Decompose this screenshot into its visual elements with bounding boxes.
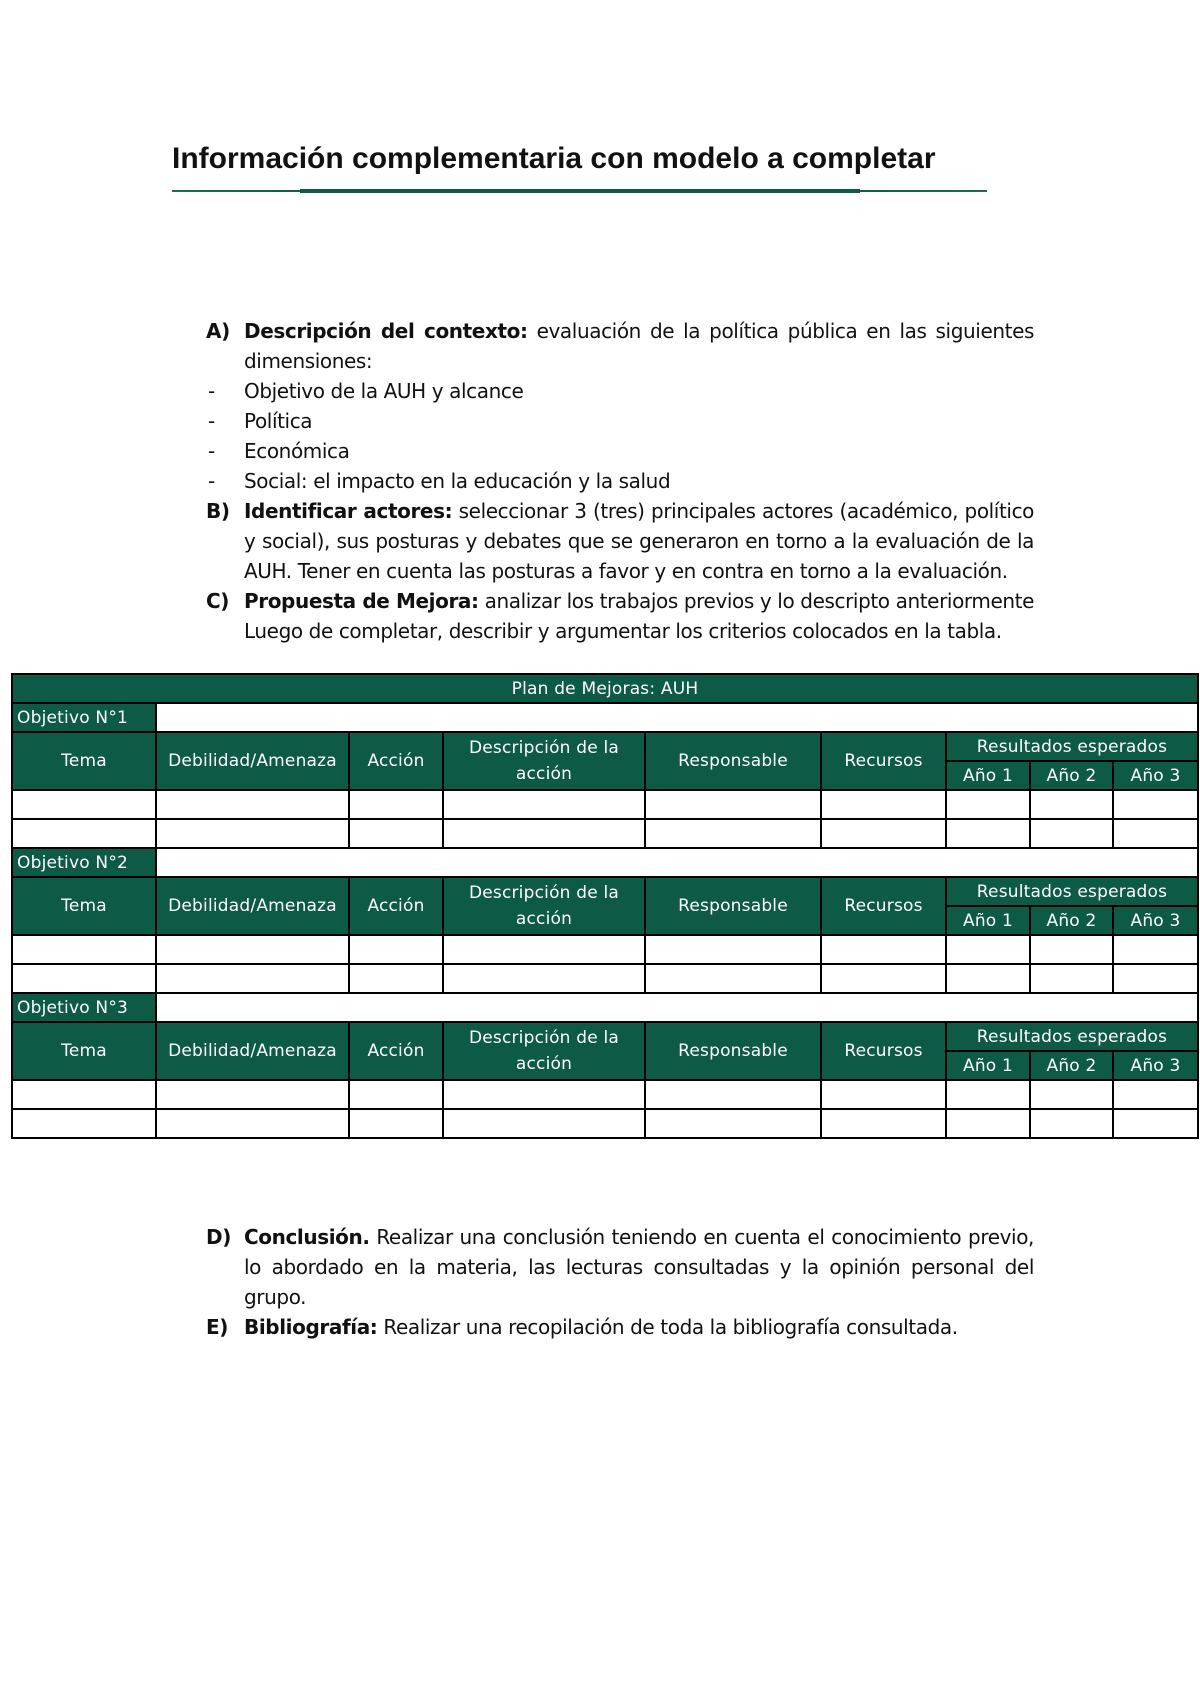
col-resultados: Resultados esperados bbox=[946, 877, 1198, 906]
section-a-heading: Descripción del contexto: bbox=[244, 319, 528, 343]
section-d bbox=[206, 1222, 1034, 1312]
col-anio-2: Año 2 bbox=[1030, 761, 1113, 790]
instructions-top bbox=[206, 316, 1034, 646]
bullet-item bbox=[206, 436, 1034, 466]
table-cell[interactable] bbox=[443, 1109, 645, 1138]
section-d-text: Realizar una conclusión teniendo en cuenta el conocimiento previo, lo abordado en la materia, las lecturas consultadas y la opinión personal del grupo. bbox=[244, 1225, 1034, 1309]
section-e-heading: Bibliografía: bbox=[244, 1315, 378, 1339]
objective-input[interactable] bbox=[156, 703, 1198, 732]
col-debilidad: Debilidad/Amenaza bbox=[156, 732, 349, 790]
col-responsable: Responsable bbox=[645, 732, 821, 790]
table-cell[interactable] bbox=[645, 1109, 821, 1138]
col-resultados: Resultados esperados bbox=[946, 732, 1198, 761]
table-cell[interactable] bbox=[443, 964, 645, 993]
table-cell[interactable] bbox=[349, 1109, 443, 1138]
table-cell[interactable] bbox=[156, 964, 349, 993]
table-cell[interactable] bbox=[1030, 819, 1113, 848]
bullet-text: Objetivo de la AUH y alcance bbox=[244, 379, 524, 403]
table-cell[interactable] bbox=[349, 964, 443, 993]
section-a bbox=[206, 316, 1034, 376]
table-cell[interactable] bbox=[156, 1109, 349, 1138]
table-cell[interactable] bbox=[946, 790, 1030, 819]
table-cell[interactable] bbox=[1030, 935, 1113, 964]
bullet-item bbox=[206, 466, 1034, 496]
table-cell[interactable] bbox=[946, 1080, 1030, 1109]
table-cell[interactable] bbox=[1030, 964, 1113, 993]
bullet-text: Social: el impacto en la educación y la salud bbox=[244, 469, 671, 493]
col-tema: Tema bbox=[12, 1022, 156, 1080]
col-debilidad: Debilidad/Amenaza bbox=[156, 1022, 349, 1080]
col-tema: Tema bbox=[12, 877, 156, 935]
table-cell[interactable] bbox=[1030, 790, 1113, 819]
section-a-marker: A) bbox=[206, 319, 230, 343]
table-cell[interactable] bbox=[821, 935, 946, 964]
table-row bbox=[12, 935, 1198, 964]
objective-label: Objetivo N°3 bbox=[12, 993, 156, 1022]
table-cell[interactable] bbox=[1113, 819, 1198, 848]
table-cell[interactable] bbox=[349, 1080, 443, 1109]
col-descripcion: Descripción de la acción bbox=[443, 1022, 645, 1080]
table-cell[interactable] bbox=[821, 1109, 946, 1138]
table-cell[interactable] bbox=[1113, 935, 1198, 964]
title-underline-accent bbox=[300, 189, 860, 193]
bullet-item bbox=[206, 406, 1034, 436]
col-descripcion: Descripción de la acción bbox=[443, 732, 645, 790]
col-anio-3: Año 3 bbox=[1113, 906, 1198, 935]
table-cell[interactable] bbox=[12, 964, 156, 993]
table-cell[interactable] bbox=[645, 790, 821, 819]
table-cell[interactable] bbox=[443, 819, 645, 848]
table-cell[interactable] bbox=[821, 819, 946, 848]
table-cell[interactable] bbox=[1030, 1109, 1113, 1138]
col-anio-3: Año 3 bbox=[1113, 761, 1198, 790]
col-accion: Acción bbox=[349, 877, 443, 935]
improvement-plan-table bbox=[11, 673, 1199, 1139]
table-cell[interactable] bbox=[156, 935, 349, 964]
bullet-item bbox=[206, 376, 1034, 406]
col-accion: Acción bbox=[349, 732, 443, 790]
table-cell[interactable] bbox=[946, 819, 1030, 848]
col-recursos: Recursos bbox=[821, 732, 946, 790]
col-anio-1: Año 1 bbox=[946, 906, 1030, 935]
section-e-text: Realizar una recopilación de toda la bibliografía consultada. bbox=[377, 1315, 958, 1339]
table-row bbox=[12, 819, 1198, 848]
objective-input[interactable] bbox=[156, 993, 1198, 1022]
section-d-heading: Conclusión. bbox=[244, 1225, 370, 1249]
section-b bbox=[206, 496, 1034, 586]
table-cell[interactable] bbox=[821, 1080, 946, 1109]
section-a-text: evaluación de la política pública en las siguientes dimensiones: bbox=[244, 319, 1034, 373]
table-cell[interactable] bbox=[645, 935, 821, 964]
table-cell[interactable] bbox=[156, 819, 349, 848]
table-cell[interactable] bbox=[645, 1080, 821, 1109]
table-cell[interactable] bbox=[12, 1109, 156, 1138]
section-c-heading: Propuesta de Mejora: bbox=[244, 589, 479, 613]
col-descripcion: Descripción de la acción bbox=[443, 877, 645, 935]
table-title: Plan de Mejoras: AUH bbox=[12, 674, 1198, 703]
table-row bbox=[12, 964, 1198, 993]
objective-input[interactable] bbox=[156, 848, 1198, 877]
section-b-text: seleccionar 3 (tres) principales actores (académico, político y social), sus posturas y debates que se generaron en torno a la evaluación de la AUH. Tener en cuenta las posturas a favor y en contra en torno a la evaluación. bbox=[244, 499, 1034, 583]
col-recursos: Recursos bbox=[821, 1022, 946, 1080]
table-cell[interactable] bbox=[821, 790, 946, 819]
table-cell[interactable] bbox=[443, 935, 645, 964]
table-cell[interactable] bbox=[645, 819, 821, 848]
table-cell[interactable] bbox=[821, 964, 946, 993]
col-resultados: Resultados esperados bbox=[946, 1022, 1198, 1051]
col-tema: Tema bbox=[12, 732, 156, 790]
table-cell[interactable] bbox=[12, 819, 156, 848]
section-d-marker: D) bbox=[206, 1225, 231, 1249]
section-c bbox=[206, 586, 1034, 646]
section-e-marker: E) bbox=[206, 1315, 229, 1339]
instructions-bottom bbox=[206, 1222, 1034, 1342]
col-recursos: Recursos bbox=[821, 877, 946, 935]
bullet-text: Política bbox=[244, 409, 313, 433]
col-responsable: Responsable bbox=[645, 1022, 821, 1080]
table-cell[interactable] bbox=[349, 790, 443, 819]
page-title: Información complementaria con modelo a completar bbox=[172, 142, 936, 175]
table-cell[interactable] bbox=[1113, 964, 1198, 993]
table-cell[interactable] bbox=[156, 1080, 349, 1109]
dash-marker: - bbox=[208, 379, 215, 403]
objective-label: Objetivo N°2 bbox=[12, 848, 156, 877]
section-b-marker: B) bbox=[206, 499, 230, 523]
table-row bbox=[12, 1109, 1198, 1138]
table-cell[interactable] bbox=[946, 964, 1030, 993]
table-cell[interactable] bbox=[946, 1109, 1030, 1138]
table-cell[interactable] bbox=[443, 1080, 645, 1109]
dash-marker: - bbox=[208, 469, 215, 493]
table-cell[interactable] bbox=[349, 819, 443, 848]
section-c-marker: C) bbox=[206, 589, 230, 613]
table-cell[interactable] bbox=[12, 790, 156, 819]
section-c-text: analizar los trabajos previos y lo descripto anteriormente Luego de completar, describir y argumentar los criterios colocados en la tabla. bbox=[244, 589, 1034, 643]
table-cell[interactable] bbox=[1030, 1080, 1113, 1109]
table-cell[interactable] bbox=[946, 935, 1030, 964]
col-debilidad: Debilidad/Amenaza bbox=[156, 877, 349, 935]
table-cell[interactable] bbox=[443, 790, 645, 819]
col-accion: Acción bbox=[349, 1022, 443, 1080]
table-row bbox=[12, 1080, 1198, 1109]
objective-label: Objetivo N°1 bbox=[12, 703, 156, 732]
table-cell[interactable] bbox=[1113, 790, 1198, 819]
col-anio-2: Año 2 bbox=[1030, 1051, 1113, 1080]
table-cell[interactable] bbox=[1113, 1080, 1198, 1109]
col-anio-1: Año 1 bbox=[946, 761, 1030, 790]
col-responsable: Responsable bbox=[645, 877, 821, 935]
table-row bbox=[12, 790, 1198, 819]
dash-marker: - bbox=[208, 439, 215, 463]
section-b-heading: Identificar actores: bbox=[244, 499, 453, 523]
table-cell[interactable] bbox=[156, 790, 349, 819]
dash-marker: - bbox=[208, 409, 215, 433]
table-cell[interactable] bbox=[12, 935, 156, 964]
col-anio-2: Año 2 bbox=[1030, 906, 1113, 935]
col-anio-1: Año 1 bbox=[946, 1051, 1030, 1080]
table-cell[interactable] bbox=[645, 964, 821, 993]
table-cell[interactable] bbox=[1113, 1109, 1198, 1138]
col-anio-3: Año 3 bbox=[1113, 1051, 1198, 1080]
section-e bbox=[206, 1312, 1034, 1342]
table-cell[interactable] bbox=[12, 1080, 156, 1109]
table-cell[interactable] bbox=[349, 935, 443, 964]
bullet-text: Económica bbox=[244, 439, 350, 463]
